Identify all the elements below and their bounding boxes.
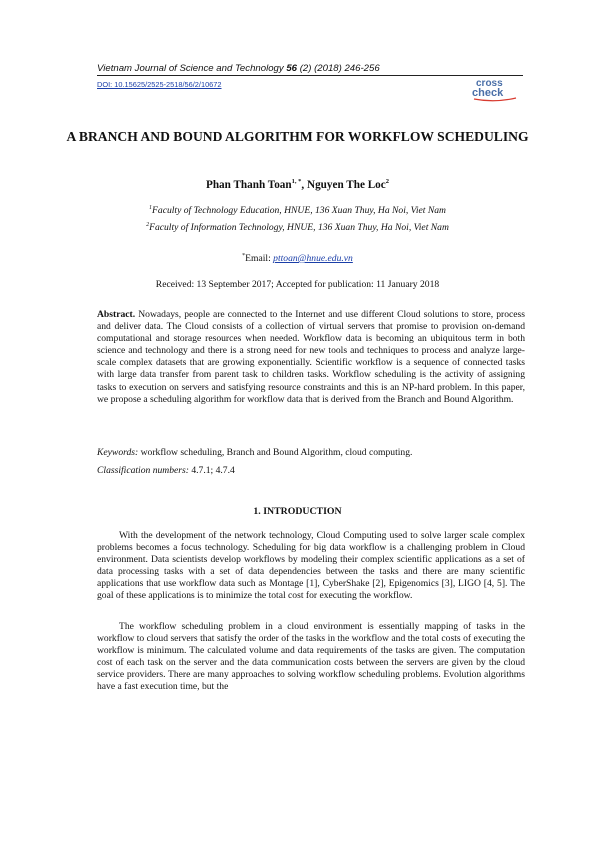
abstract-label: Abstract. bbox=[97, 309, 136, 320]
author-line bbox=[0, 178, 595, 191]
keywords-label: Keywords: bbox=[97, 447, 139, 458]
intro-paragraph-2: The workflow scheduling problem in a cloud environment is essentially mapping of tasks in the workflow to cloud servers that satisfy the order of the tasks in the workflow and the total costs of executing the workflow is minimum. The calculated volume and data requirements of the tasks are given. The computation cost of each task on the server and the data communication costs between the servers are given by the cloud service providers. There are many approaches to solving workflow scheduling problems. Evolution algorithms have a fast execution time, but the bbox=[97, 621, 525, 693]
journal-name: Vietnam Journal of Science and Technology bbox=[97, 63, 284, 74]
intro-paragraph-1: With the development of the network technology, Cloud Computing used to solve larger scale complex problems becomes a focus technology. Scheduling for big data workflow is a challenging problem in Cloud environment. Data scientists develop workflows by modeling their complex scientific applications as a set of data processing tasks with a set of data dependencies between the tasks and there are many scientific applications that use workflow data such as Montage [1], CyberShake [2], Epigenomics [3], LIGO [4, 5]. The goal of these applications is to minimize the total cost for executing the workflow. bbox=[97, 530, 525, 602]
author-2: Nguyen The Loc bbox=[306, 179, 386, 191]
journal-volume: 56 bbox=[286, 63, 298, 74]
keywords bbox=[97, 447, 525, 459]
crossref-logo-icon bbox=[470, 75, 520, 103]
doi-link[interactable]: DOI: 10.15625/2525-2518/56/2/10672 bbox=[97, 80, 222, 89]
journal-header bbox=[97, 63, 523, 76]
affiliation-1-sup: 1 bbox=[149, 205, 153, 211]
author-1-sup: 1, * bbox=[291, 178, 302, 185]
affiliation-2-sup: 2 bbox=[146, 222, 150, 228]
keywords-text: workflow scheduling, Branch and Bound Algorithm, cloud computing. bbox=[138, 447, 413, 458]
classification-text: 4.7.1; 4.7.4 bbox=[188, 465, 235, 476]
classification bbox=[97, 465, 525, 477]
abstract bbox=[97, 309, 525, 406]
affiliation-1 bbox=[0, 205, 595, 216]
paper-title: A BRANCH AND BOUND ALGORITHM FOR WORKFLOW SCHEDULING bbox=[66, 129, 529, 144]
section-heading: 1. INTRODUCTION bbox=[253, 506, 342, 517]
classification-label: Classification numbers: bbox=[97, 465, 189, 476]
crossref-logo-line2: check bbox=[472, 87, 504, 99]
affiliation-1-text: Faculty of Technology Education, HNUE, 136 Xuan Thuy, Ha Noi, Viet Nam bbox=[152, 205, 446, 216]
affiliation-2 bbox=[0, 222, 595, 233]
email-sup: * bbox=[242, 253, 246, 259]
received-dates: Received: 13 September 2017; Accepted for publication: 11 January 2018 bbox=[155, 279, 440, 290]
affiliation-2-text: Faculty of Information Technology, HNUE, 136 Xuan Thuy, Ha Noi, Viet Nam bbox=[149, 222, 449, 233]
author-separator: , bbox=[301, 179, 307, 191]
author-2-sup: 2 bbox=[385, 178, 389, 185]
email-label: Email: bbox=[245, 253, 274, 264]
author-1: Phan Thanh Toan bbox=[206, 179, 292, 191]
journal-issue-pages: (2) (2018) 246-256 bbox=[299, 63, 380, 74]
crossref-logo-line1: cross bbox=[476, 78, 503, 89]
abstract-text: Nowadays, people are connected to the Internet and use different Cloud solutions to store, process and deliver data. The Cloud consists of a collection of virtual servers that promise to provision on-demand computational and storage resources when needed. Workflow data is becoming an ubiquitous term in both science and technology and there is a strong need for new tools and techniques to process and analyze large-scale complex datasets that are growing exponentially. Scientific workflow is a sequence of connected tasks with large data transfer from parent task to children tasks. Workflow scheduling is the activity of assigning tasks to execution on servers and satisfying resource constraints and this is an NP-hard problem. In this paper, we propose a scheduling algorithm for workflow data that is derived from the Branch and Bound Algorithm. bbox=[97, 309, 525, 405]
crossref-logo[interactable] bbox=[470, 75, 520, 103]
email-line bbox=[0, 253, 595, 264]
email-link[interactable]: pttoan@hnue.edu.vn bbox=[273, 253, 353, 264]
